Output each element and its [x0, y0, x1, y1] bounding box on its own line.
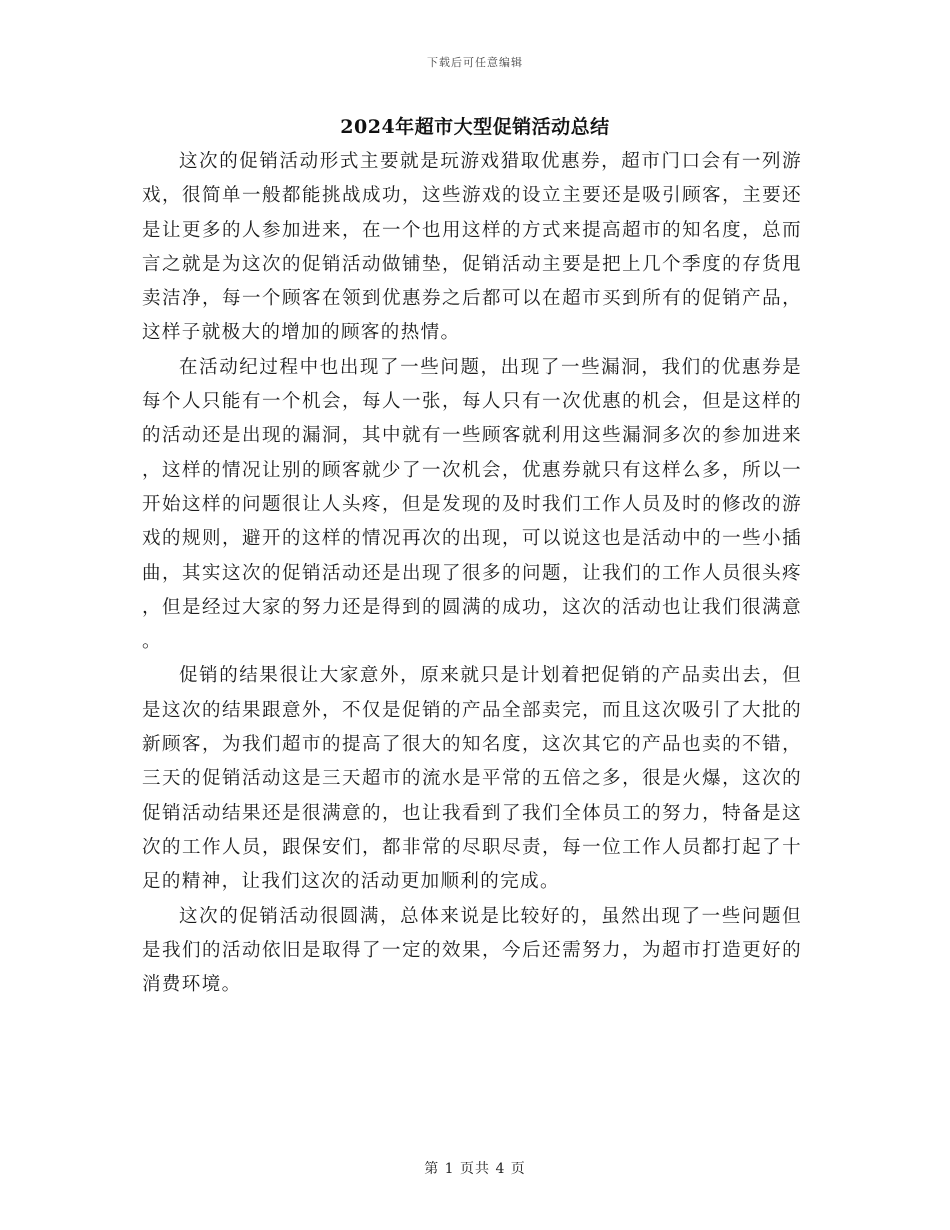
body-paragraph: 这次的促销活动很圆满，总体来说是比较好的，虽然出现了一些问题但是我们的活动依旧是取得了一定的效果，今后还需努力，为超市打造更好的消费环境。	[142, 905, 802, 996]
page-header: 下载后可任意编辑	[427, 56, 523, 69]
body-paragraph: 促销的结果很让大家意外，原来就只是计划着把促销的产品卖出去，但是这次的结果跟意外，不仅是促销的产品全部卖完，而且这次吸引了大批的新顾客，为我们超市的提高了很大的知名度，这次其它的产品也卖的不错，三天的促销活动这是三天超市的流水是平常的五倍之多，很是火爆，这次的促销活动结果还是很满意的，也让我看到了我们全体员工的努力，特备是这次的工作人员，跟保安们，都非常的尽职尽责，每一位工作人员都打起了十足的精神，让我们这次的活动更加顺利的完成。	[142, 665, 802, 893]
page-footer: 第 1 页共 4 页	[424, 1161, 526, 1177]
document-title: 2024年超市大型促销活动总结	[340, 116, 610, 138]
body-paragraph: 这次的促销活动形式主要就是玩游戏猎取优惠券，超市门口会有一列游戏，很简单一般都能挑战成功，这些游戏的设立主要还是吸引顾客，主要还是让更多的人参加进来，在一个也用这样的方式来提高超市的知名度，总而言之就是为这次的促销活动做铺垫，促销活动主要是把上几个季度的存货甩卖洁净，每一个顾客在领到优惠券之后都可以在超市买到所有的促销产品，这样子就极大的增加的顾客的热情。	[142, 151, 802, 344]
document-body	[142, 145, 802, 1002]
body-paragraph: 在活动纪过程中也出现了一些问题，出现了一些漏洞，我们的优惠券是每个人只能有一个机会，每人一张，每人只有一次优惠的机会，但是这样的的活动还是出现的漏洞，其中就有一些顾客就利用这些漏洞多次的参加进来，这样的情况让别的顾客就少了一次机会，优惠券就只有这样么多，所以一开始这样的问题很让人头疼，但是发现的及时我们工作人员及时的修改的游戏的规则，避开的这样的情况再次的出现，可以说这也是活动中的一些小插曲，其实这次的促销活动还是出现了很多的问题，让我们的工作人员很头疼，但是经过大家的努力还是得到的圆满的成功，这次的活动也让我们很满意。	[142, 356, 802, 653]
